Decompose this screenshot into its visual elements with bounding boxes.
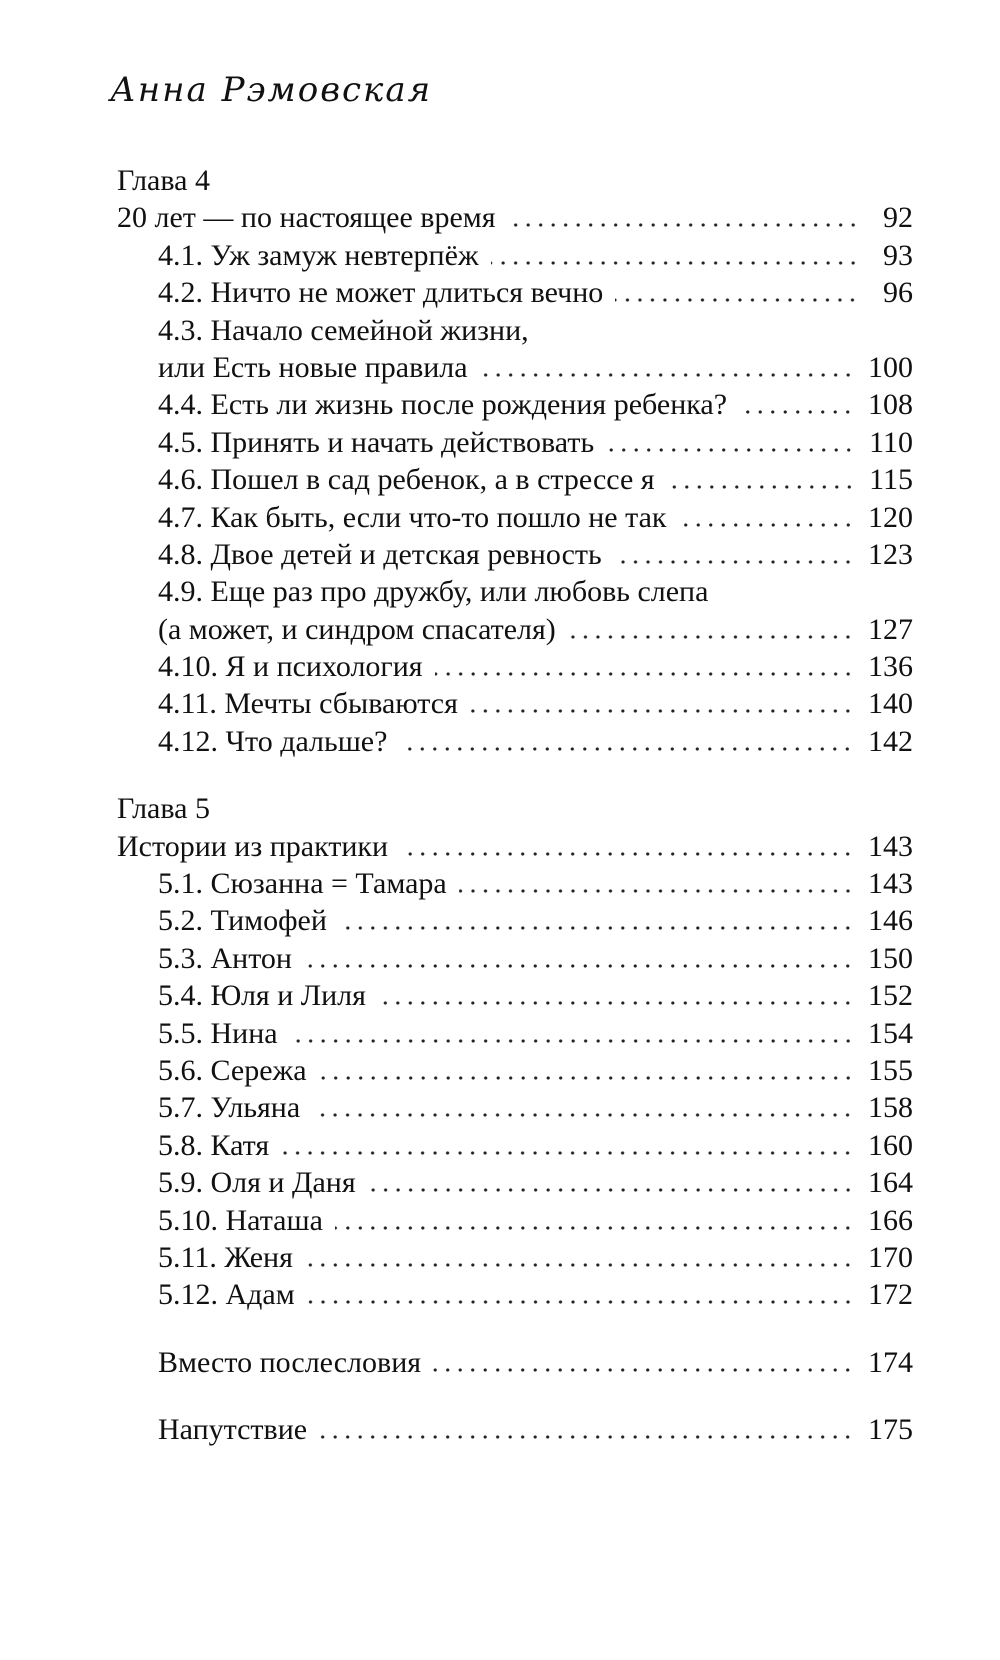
dot-leader (739, 410, 854, 414)
page-number: 142 (868, 724, 913, 758)
entry-title: 5.11. Женя (158, 1240, 293, 1274)
entry-title: 4.8. Двое детей и детская ревность (158, 537, 602, 571)
dot-leader (568, 635, 854, 639)
entry-title: 4.5. Принять и начать действовать (158, 425, 595, 459)
toc-entry-extra (117, 1344, 913, 1381)
entry-title: 5.1. Сюзанна = Тамара (158, 867, 447, 901)
dot-leader (399, 747, 854, 751)
page-number: 136 (868, 650, 913, 684)
page-number: 123 (868, 537, 913, 571)
dot-leader (319, 1076, 854, 1080)
dot-leader (667, 485, 856, 489)
entry-title: 4.2. Ничто не может длиться вечно (158, 276, 604, 310)
entry-title: 5.5. Нина (158, 1016, 278, 1050)
entry-title: 5.9. Оля и Даня (158, 1166, 356, 1200)
entry-title: Напутствие (158, 1413, 308, 1447)
chapter-entry (117, 828, 913, 865)
entry-title: Вместо послесловия (158, 1345, 422, 1379)
toc-entry (117, 865, 913, 902)
toc-entry (117, 1202, 913, 1239)
page-number: 115 (869, 463, 913, 497)
dot-leader (378, 1001, 854, 1005)
entry-title: 5.10. Наташа (158, 1203, 323, 1237)
toc-entry-extra (117, 1411, 913, 1448)
toc-entry (117, 1239, 913, 1276)
dot-leader (281, 1151, 854, 1155)
toc-entry (117, 648, 913, 685)
entry-title: 5.12. Адам (158, 1278, 295, 1312)
dot-leader (312, 1113, 854, 1117)
table-of-contents (117, 162, 913, 1449)
toc-entry (117, 685, 913, 722)
page-number: 175 (868, 1413, 913, 1447)
toc-entry (117, 1089, 913, 1126)
toc-entry (117, 940, 913, 977)
page-number: 120 (868, 500, 913, 534)
toc-entry (117, 349, 913, 386)
dot-leader (290, 1039, 854, 1043)
toc-entry-line (117, 312, 913, 349)
entry-title: 5.2. Тимофей (158, 904, 327, 938)
entry-title: или Есть новые правила (158, 350, 468, 384)
page-number: 160 (868, 1128, 913, 1162)
entry-title: 4.12. Что дальше? (158, 724, 388, 758)
section-gap (117, 760, 913, 790)
entry-title: 4.11. Мечты сбываются (158, 687, 458, 721)
page-number: 93 (883, 238, 913, 272)
toc-entry (117, 499, 913, 536)
page-number: 174 (868, 1345, 913, 1379)
entry-title: (а может, и синдром спасателя) (158, 612, 556, 646)
page-number: 108 (868, 388, 913, 422)
entry-title: 4.9. Еще раз про дружбу, или любовь слепа (158, 575, 709, 609)
page-number: 127 (868, 612, 913, 646)
page-number: 158 (868, 1091, 913, 1125)
page-number: 154 (868, 1016, 913, 1050)
toc-entry (117, 274, 913, 311)
section-gap (117, 1381, 913, 1411)
page-number: 143 (868, 829, 913, 863)
chapter-title: Истории из практики (117, 829, 389, 863)
dot-leader (679, 523, 855, 527)
chapter-title: 20 лет — по настоящее время (117, 201, 496, 235)
dot-leader (368, 1188, 854, 1192)
page-number: 110 (869, 425, 913, 459)
dot-leader (305, 1263, 854, 1267)
toc-entry (117, 723, 913, 760)
entry-title: 5.4. Юля и Лиля (158, 979, 366, 1013)
dot-leader (304, 964, 854, 968)
dot-leader (508, 223, 859, 227)
chapter-label: Глава 4 (117, 164, 210, 197)
dot-leader (319, 1435, 854, 1439)
page-number: 170 (868, 1240, 913, 1274)
dot-leader (339, 926, 854, 930)
page-number: 140 (868, 687, 913, 721)
page-number: 146 (868, 904, 913, 938)
entry-title: 5.8. Катя (158, 1128, 270, 1162)
toc-entry (117, 536, 913, 573)
dot-leader (307, 1300, 854, 1304)
toc-entry (117, 1164, 913, 1201)
page-number: 172 (868, 1278, 913, 1312)
entry-title: 4.10. Я и психология (158, 650, 423, 684)
toc-entry (117, 611, 913, 648)
author-signature: Анна Рэмовская (110, 70, 433, 110)
toc-entry (117, 902, 913, 939)
dot-leader (606, 448, 855, 452)
entry-title: 4.3. Начало семейной жизни, (158, 313, 529, 347)
dot-leader (615, 298, 859, 302)
entry-title: 5.3. Антон (158, 941, 292, 975)
toc-entry (117, 977, 913, 1014)
dot-leader (335, 1226, 854, 1230)
page-number: 164 (868, 1166, 913, 1200)
toc-entry (117, 386, 913, 423)
chapter-entry (117, 199, 913, 236)
page-number: 96 (883, 276, 913, 310)
entry-title: 4.4. Есть ли жизнь после рождения ребенка? (158, 388, 728, 422)
toc-entry (117, 1015, 913, 1052)
dot-leader (491, 261, 859, 265)
page-number: 143 (868, 867, 913, 901)
dot-leader (614, 560, 854, 564)
entry-title: 4.7. Как быть, если что-то пошло не так (158, 500, 667, 534)
toc-entry (117, 1276, 913, 1313)
toc-entry (117, 461, 913, 498)
dot-leader (433, 1368, 854, 1372)
dot-leader (459, 889, 854, 893)
toc-entry (117, 424, 913, 461)
dot-leader (435, 672, 854, 676)
page-number: 152 (868, 979, 913, 1013)
entry-title: 5.6. Сережа (158, 1053, 307, 1087)
toc-entry (117, 1052, 913, 1089)
page-number: 155 (868, 1053, 913, 1087)
page-number: 166 (868, 1203, 913, 1237)
entry-title: 4.1. Уж замуж невтерпёж (158, 238, 479, 272)
toc-entry-line (117, 573, 913, 610)
page-number: 150 (868, 941, 913, 975)
toc-entry (117, 237, 913, 274)
entry-title: 5.7. Ульяна (158, 1091, 301, 1125)
dot-leader (480, 373, 854, 377)
section-gap (117, 1314, 913, 1344)
chapter-label: Глава 5 (117, 792, 210, 826)
entry-title: 4.6. Пошел в сад ребенок, а в стрессе я (158, 463, 655, 497)
toc-entry (117, 1127, 913, 1164)
dot-leader (400, 852, 854, 856)
dot-leader (470, 709, 854, 713)
page-number: 100 (868, 350, 913, 384)
page-number: 92 (883, 201, 913, 235)
